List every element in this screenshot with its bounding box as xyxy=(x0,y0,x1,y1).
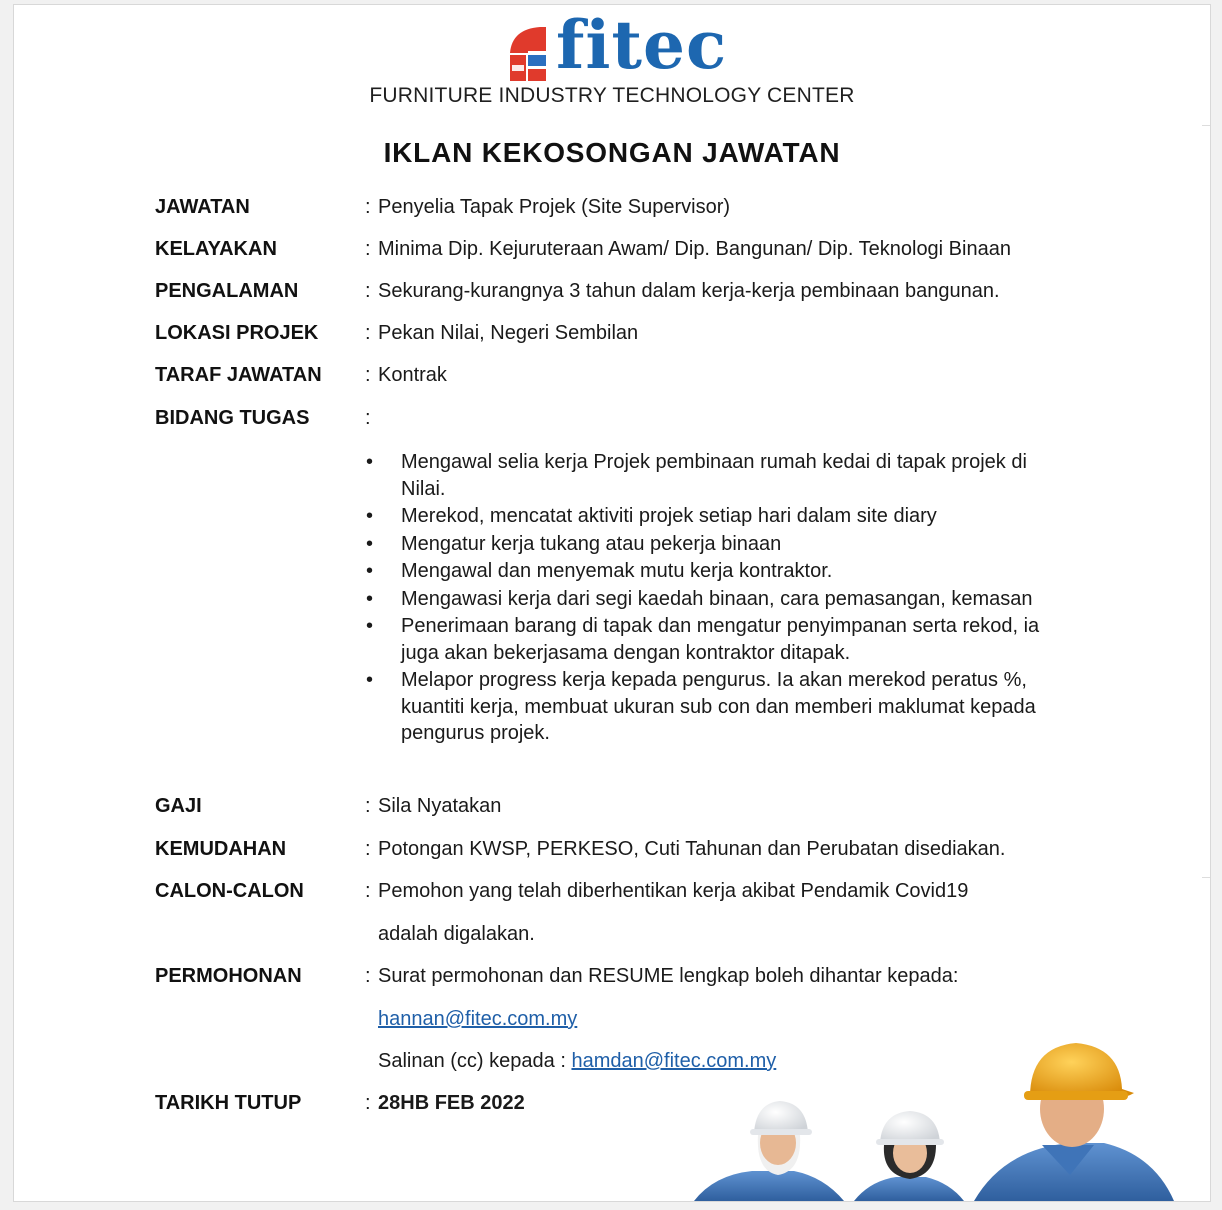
field-label: JAWATAN xyxy=(155,196,250,218)
field-value: Sekurang-kurangnya 3 tahun dalam kerja-kerja pembinaan bangunan. xyxy=(378,280,1000,302)
field-label: KEMUDAHAN xyxy=(155,838,287,860)
field-colon: : xyxy=(365,838,371,860)
field-value: Penyelia Tapak Projek (Site Supervisor) xyxy=(378,196,731,218)
field-value: Kontrak xyxy=(378,364,447,386)
field-colon: : xyxy=(365,280,371,302)
email-row xyxy=(378,1005,577,1033)
list-item: • Mengawasi kerja dari segi kaedah binaan, cara pemasangan, kemasan xyxy=(366,586,1076,613)
field-value: Sila Nyatakan xyxy=(378,795,502,817)
field-value: Pekan Nilai, Negeri Sembilan xyxy=(378,322,639,344)
cc-email-link[interactable]: hamdan@fitec.com.my xyxy=(571,1050,777,1072)
field-value: Potongan KWSP, PERKESO, Cuti Tahunan dan Perubatan disediakan. xyxy=(378,838,1006,860)
margin-rule xyxy=(1202,125,1210,126)
field-label: PERMOHONAN xyxy=(155,965,302,987)
field-colon: : xyxy=(365,364,371,386)
list-item: • Mengawal dan menyemak mutu kerja kontraktor. xyxy=(366,558,1076,585)
list-item: • Mengatur kerja tukang atau pekerja binaan xyxy=(366,531,1076,558)
field-colon: : xyxy=(365,880,371,902)
field-colon: : xyxy=(365,322,371,344)
cc-label: Salinan (cc) kepada : xyxy=(378,1050,566,1072)
page-title: IKLAN KEKOSONGAN JAWATAN xyxy=(383,137,841,168)
field-value: 28HB FEB 2022 xyxy=(378,1092,525,1114)
list-item: • Melapor progress kerja kepada pengurus. Ia akan merekod peratus %, kuantiti kerja, membuat ukuran sub con dan memberi maklumat kepada pengurus projek. xyxy=(366,667,1076,747)
email-link[interactable]: hannan@fitec.com.my xyxy=(378,1008,578,1030)
field-label: TARAF JAWATAN xyxy=(155,364,322,386)
fitec-logo-mark-icon xyxy=(506,25,550,81)
field-colon: : xyxy=(365,965,371,987)
field-colon: : xyxy=(365,795,371,817)
list-item: • Mengawal selia kerja Projek pembinaan rumah kedai di tapak projek di Nilai. xyxy=(366,449,1076,502)
field-label: PENGALAMAN xyxy=(155,280,299,302)
field-colon: : xyxy=(365,238,371,260)
field-colon: : xyxy=(365,407,371,429)
margin-rule xyxy=(1202,877,1210,878)
field-label: KELAYAKAN xyxy=(155,238,277,260)
list-item: • Merekod, mencatat aktiviti projek setiap hari dalam site diary xyxy=(366,503,1076,530)
fitec-logo xyxy=(506,6,728,85)
construction-workers-photo xyxy=(674,1025,1210,1201)
field-value: Surat permohonan dan RESUME lengkap boleh dihantar kepada: xyxy=(378,965,959,987)
field-value: Minima Dip. Kejuruteraan Awam/ Dip. Bangunan/ Dip. Teknologi Binaan xyxy=(378,238,1011,260)
field-label: GAJI xyxy=(155,795,202,817)
field-label: LOKASI PROJEK xyxy=(155,322,319,344)
fitec-wordmark: fitec xyxy=(556,6,728,84)
organization-name: FURNITURE INDUSTRY TECHNOLOGY CENTER xyxy=(369,84,855,107)
field-value-continuation: adalah digalakan. xyxy=(378,923,535,945)
field-colon: : xyxy=(365,1092,371,1114)
list-item: • Penerimaan barang di tapak dan mengatur penyimpanan serta rekod, ia juga akan bekerjasama dengan kontraktor ditapak. xyxy=(366,613,1076,666)
duties-list xyxy=(366,449,1076,748)
field-label: BIDANG TUGAS xyxy=(155,407,310,429)
field-label: CALON-CALON xyxy=(155,880,304,902)
field-colon: : xyxy=(365,196,371,218)
field-value: Pemohon yang telah diberhentikan kerja akibat Pendamik Covid19 xyxy=(378,880,969,902)
field-label: TARIKH TUTUP xyxy=(155,1092,302,1114)
job-ad-page xyxy=(13,4,1211,1202)
